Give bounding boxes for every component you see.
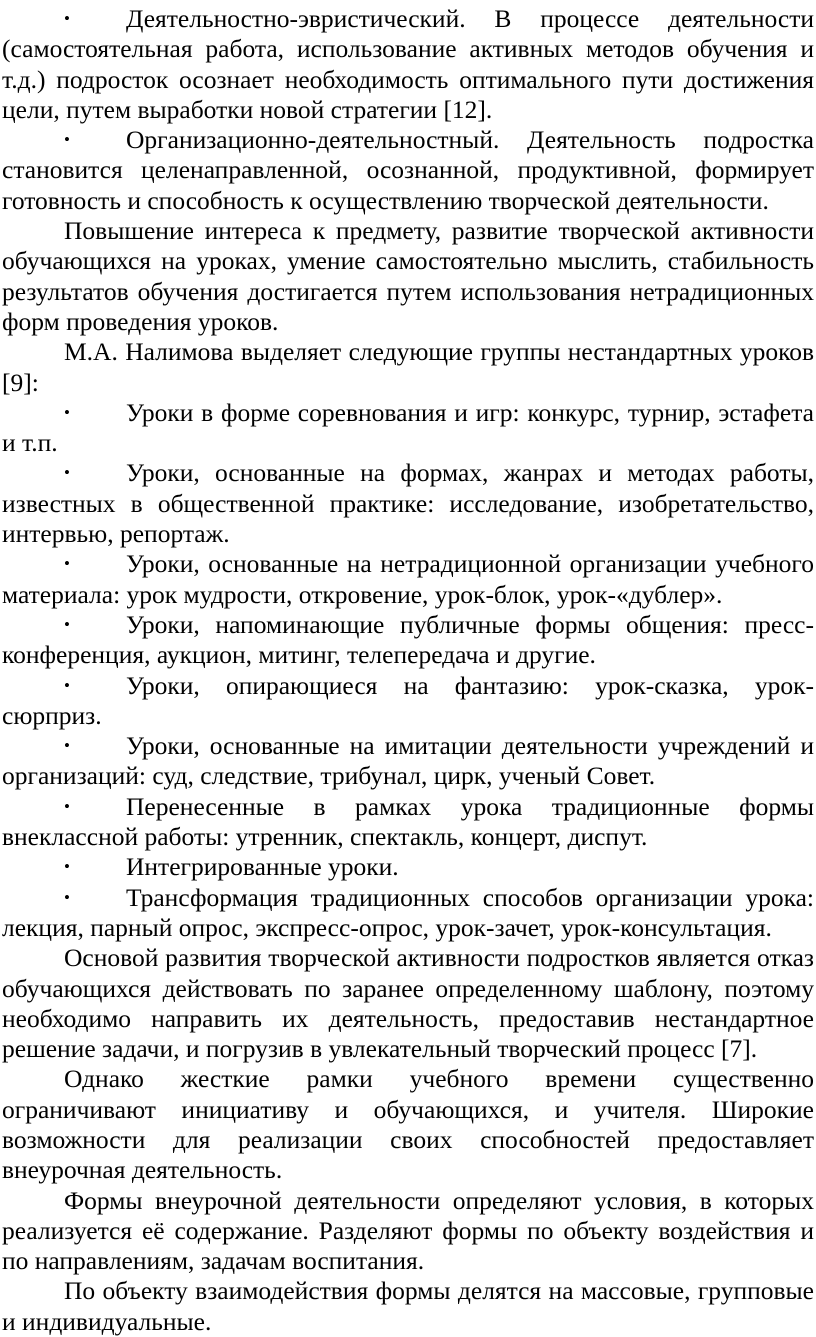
paragraph-text: Интегрированные уроки.: [126, 852, 399, 882]
paragraph-text: Уроки, напоминающие публичные формы общения: пресс-конференция, аукцион, митинг, телепередача и другие.: [2, 609, 814, 670]
paragraph-text: Организационно-деятельностный. Деятельность подростка становится целенаправленной, осознанной, продуктивной, формирует готовность и способность к осуществлению творческой деятельности.: [2, 125, 814, 215]
paragraph-bullet-transformation: [2, 883, 814, 944]
paragraph-bullet-social-practice: [2, 458, 814, 549]
paragraph-object-forms: По объекту взаимодействия формы делятся на массовые, групповые и индивидуальные.: [2, 1276, 814, 1336]
paragraph-text: Трансформация традиционных способов организации урока: лекция, парный опрос, экспресс-опрос, урок-зачет, урок-консультация.: [2, 882, 814, 942]
paragraph-bullet-imitation: [2, 731, 814, 792]
paragraph-text: Уроки, основанные на имитации деятельности учреждений и организаций: суд, следствие, трибунал, цирк, ученый Совет.: [2, 731, 814, 791]
bullet-icon: •: [64, 675, 70, 695]
paragraph-text: Деятельностно-эвристический. В процессе деятельности (самостоятельная работа, использование активных методов обучения и т.д.) подросток осознает необходимость оптимального пути достижения цели, путем выработки новой стратегии [12].: [2, 4, 814, 124]
bullet-icon: •: [64, 463, 70, 483]
paragraph-bullet-organizational: [2, 125, 814, 216]
paragraph-bullet-activity-heuristic: [2, 4, 814, 125]
paragraph-creative-basis: Основой развития творческой активности подростков является отказ обучающихся действовать по заранее определенному шаблону, поэтому необходимо направить их деятельность, предоставив нестандартное решение задачи, и погрузив в увлекательный творческий процесс [7].: [2, 943, 814, 1064]
paragraph-text: Уроки в форме соревнования и игр: конкурс, турнир, эстафета и т.п.: [2, 397, 814, 458]
bullet-icon: •: [64, 554, 70, 574]
paragraph-bullet-extracurricular: [2, 792, 814, 853]
paragraph-text: Уроки, опирающиеся на фантазию: урок-сказка, урок-сюрприз.: [2, 670, 814, 730]
paragraph-forms: Формы внеурочной деятельности определяют условия, в которых реализуется её содержание. Разделяют формы по объекту воздействия и по направлениям, задачам воспитания.: [2, 1185, 814, 1276]
paragraph-bullet-nontraditional: [2, 549, 814, 610]
paragraph-interest: Повышение интереса к предмету, развитие творческой активности обучающихся на уроках, умение самостоятельно мыслить, стабильность результатов обучения достигается путем использования нетрадиционных форм проведения уроков.: [2, 216, 814, 336]
bullet-icon: •: [64, 130, 70, 150]
paragraph-nalimova: М.А. Налимова выделяет следующие группы нестандартных уроков [9]:: [2, 337, 814, 397]
bullet-icon: •: [64, 402, 70, 422]
paragraph-text: Уроки, основанные на формах, жанрах и методах работы, известных в общественной практике: исследование, изобретательство, интервью, репортаж.: [2, 458, 814, 549]
paragraph-text: Перенесенные в рамках урока традиционные формы внеклассной работы: утренник, спектакль, концерт, диспут.: [2, 791, 814, 852]
paragraph-bullet-competition: [2, 398, 814, 459]
bullet-icon: •: [64, 9, 70, 28]
bullet-icon: •: [64, 887, 70, 907]
paragraph-bullet-public-forms: [2, 610, 814, 671]
paragraph-text: Уроки, основанные на нетрадиционной организации учебного материала: урок мудрости, откровение, урок-блок, урок-«дублер».: [2, 549, 814, 609]
document-page: [2, 4, 814, 1337]
bullet-icon: •: [64, 796, 70, 816]
bullet-icon: •: [64, 857, 70, 877]
paragraph-bullet-integrated: [2, 852, 814, 882]
paragraph-time-limits: Однако жесткие рамки учебного времени существенно ограничивают инициативу и обучающихся, и учителя. Широкие возможности для реализации своих способностей предоставляет внеурочная деятельность.: [2, 1064, 814, 1185]
bullet-icon: •: [64, 736, 70, 756]
paragraph-bullet-fantasy: [2, 671, 814, 732]
bullet-icon: •: [64, 614, 70, 634]
